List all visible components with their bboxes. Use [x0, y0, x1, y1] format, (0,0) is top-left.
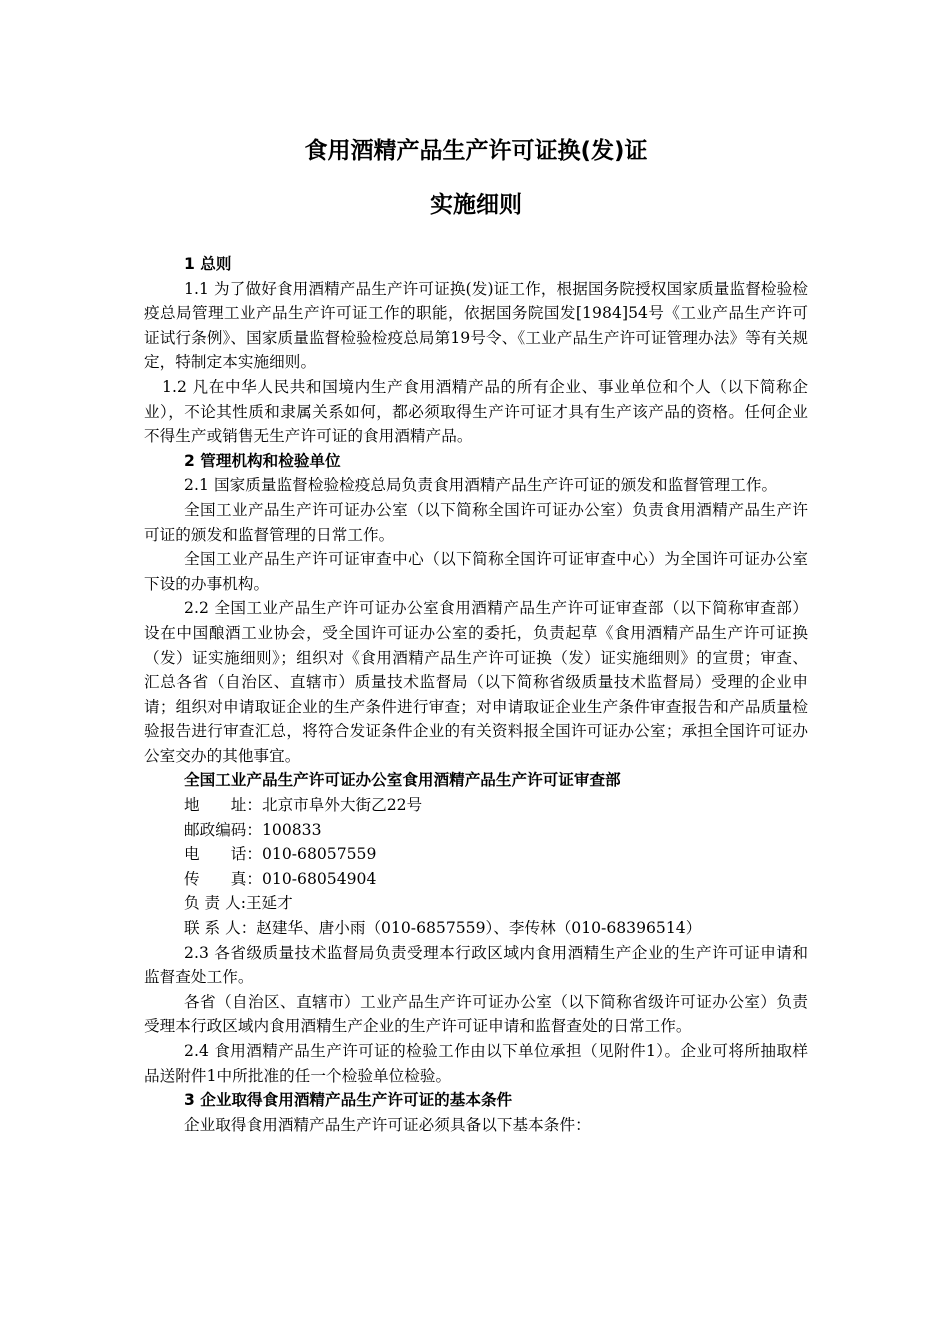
contact-label: 传 真： [184, 869, 262, 888]
paragraph-2-1c: 全国工业产品生产许可证审查中心（以下简称全国许可证审查中心）为全国许可证办公室下设的办事机构。 [144, 550, 808, 593]
contact-phone [144, 842, 808, 867]
paragraph-3-intro: 企业取得食用酒精产品生产许可证必须具备以下基本条件： [184, 1115, 591, 1134]
document-title: 食用酒精产品生产许可证换(发)证 [304, 138, 648, 164]
paragraph-1-1: 1.1 为了做好食用酒精产品生产许可证换(发)证工作，根据国务院授权国家质量监督检验检疫总局管理工业产品生产许可证工作的职能，依据国务院国发[1984]54号《工业产品生产许可证试行条例》、国家质量监督检验检疫总局第19号令、《工业产品生产许可证管理办法》等有关规定，特制定本实施细则。 [144, 279, 808, 372]
contact-value: 赵建华、唐小雨（010-6857559）、李传林（010-68396514） [256, 919, 702, 938]
contact-label: 负 责 人: [184, 894, 246, 913]
contact-fax [144, 867, 808, 892]
paragraph-2-3a: 2.3 各省级质量技术监督局负责受理本行政区域内食用酒精生产企业的生产许可证申请和监督查处工作。 [144, 943, 808, 987]
paragraph-2-1a: 2.1 国家质量监督检验检疫总局负责食用酒精产品生产许可证的颁发和监督管理工作。 [184, 476, 778, 495]
contact-person [144, 916, 808, 941]
contact-head [144, 891, 808, 916]
contact-value: 北京市阜外大街乙22号 [261, 796, 423, 815]
contact-value: 100833 [261, 820, 322, 839]
paragraph-2-2: 2.2 全国工业产品生产许可证办公室食用酒精产品生产许可证审查部（以下简称审查部）设在中国酿酒工业协会，受全国许可证办公室的委托，负责起草《食用酒精产品生产许可证换（发）证实施细则》；组织对《食用酒精产品生产许可证换（发）证实施细则》的宣贯；审查、汇总各省（自治区、直辖市）质量技术监督局（以下简称省级质量技术监督局）受理的企业申请；组织对申请取证企业的生产条件进行审查；对申请取证企业生产条件审查报告和产品质量检验报告进行审查汇总，将符合发证条件企业的有关资料报全国许可证办公室；承担全国许可证办公室交办的其他事宜。 [144, 599, 808, 765]
contact-value: 010-68057559 [261, 845, 377, 864]
paragraph-2-4: 2.4 食用酒精产品生产许可证的检验工作由以下单位承担（见附件1）。企业可将所抽取样品送附件1中所批准的任一个检验单位检验。 [144, 1042, 808, 1085]
document-page [144, 128, 808, 1137]
contact-address [144, 793, 808, 818]
section-2-heading: 2 管理机构和检验单位 [184, 451, 341, 470]
contact-block [144, 793, 808, 941]
contact-label: 邮政编码： [184, 820, 262, 839]
section-1-heading: 1 总则 [184, 255, 232, 273]
contact-value: 010-68054904 [261, 869, 377, 888]
contact-label: 联 系 人： [184, 919, 257, 938]
paragraph-2-1b: 全国工业产品生产许可证办公室（以下简称全国许可证办公室）负责食用酒精产品生产许可证的颁发和监督管理的日常工作。 [144, 500, 808, 544]
section-3-heading: 3 企业取得食用酒精产品生产许可证的基本条件 [184, 1091, 513, 1110]
contact-label: 电 话： [184, 845, 262, 864]
contact-label: 地 址： [184, 796, 262, 815]
document-subtitle: 实施细则 [430, 192, 522, 218]
paragraph-1-2: 1.2 凡在中华人民共和国境内生产食用酒精产品的所有企业、事业单位和个人（以下简称企业），不论其性质和隶属关系如何，都必须取得生产许可证才具有生产该产品的资格。任何企业不得生产或销售无生产许可证的食用酒精产品。 [144, 377, 808, 446]
paragraph-2-3b: 各省（自治区、直辖市）工业产品生产许可证办公室（以下简称省级许可证办公室）负责受理本行政区域内食用酒精生产企业的生产许可证申请和监督查处的日常工作。 [144, 992, 808, 1036]
department-name: 全国工业产品生产许可证办公室食用酒精产品生产许可证审查部 [184, 771, 621, 790]
contact-postcode [144, 818, 808, 843]
contact-value: 王延才 [245, 894, 293, 913]
